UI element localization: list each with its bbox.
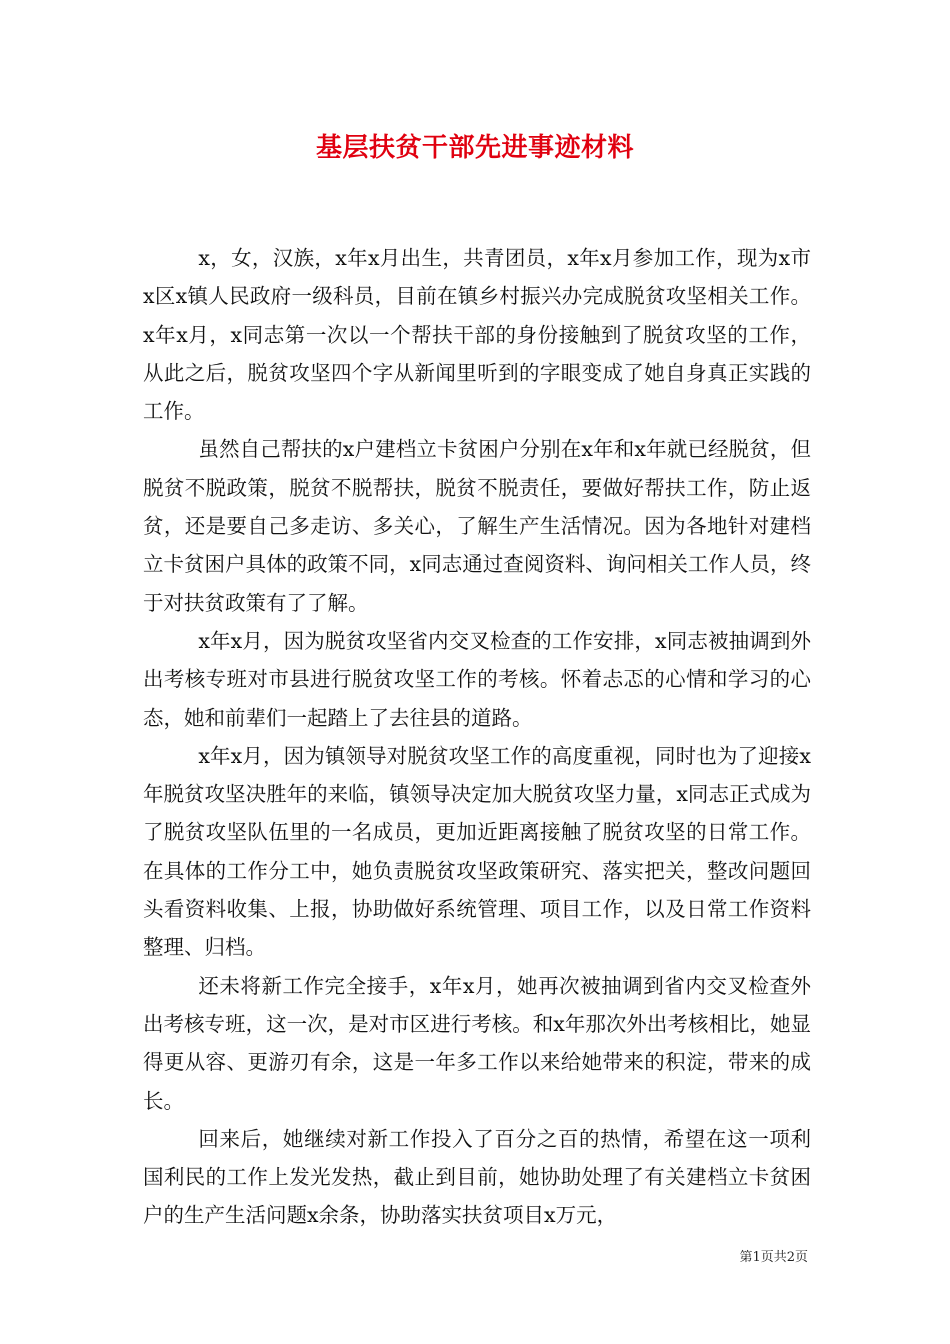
- paragraph: x年x月，因为脱贫攻坚省内交叉检查的工作安排，x同志被抽调到外出考核专班对市县进行脱贫攻坚工作的考核。怀着忐忑的心情和学习的心态，她和前辈们一起踏上了去往县的道路。: [143, 628, 811, 730]
- document-body: [143, 239, 811, 1235]
- document-title: 基层扶贫干部先进事迹材料: [315, 133, 634, 163]
- paragraph: x，女，汉族，x年x月出生，共青团员，x年x月参加工作，现为x市x区x镇人民政府一级科员，目前在镇乡村振兴办完成脱贫攻坚相关工作。x年x月，x同志第一次以一个帮扶干部的身份接触到了脱贫攻坚的工作，从此之后，脱贫攻坚四个字从新闻里听到的字眼变成了她自身真正实践的工作。: [143, 246, 811, 424]
- page-number-footer: 第1页共2页: [739, 1250, 808, 1265]
- paragraph: 虽然自己帮扶的x户建档立卡贫困户分别在x年和x年就已经脱贫，但脱贫不脱政策，脱贫不脱帮扶，脱贫不脱责任，要做好帮扶工作，防止返贫，还是要自己多走访、多关心，了解生产生活情况。因为各地针对建档立卡贫困户具体的政策不同，x同志通过查阅资料、询问相关工作人员，终于对扶贫政策有了了解。: [143, 437, 811, 615]
- paragraph: 还未将新工作完全接手，x年x月，她再次被抽调到省内交叉检查外出考核专班，这一次，是对市区进行考核。和x年那次外出考核相比，她显得更从容、更游刃有余，这是一年多工作以来给她带来的积淀，带来的成长。: [143, 973, 811, 1113]
- paragraph: 回来后，她继续对新工作投入了百分之百的热情，希望在这一项利国利民的工作上发光发热，截止到目前，她协助处理了有关建档立卡贫困户的生产生活问题x余条，协助落实扶贫项目x万元，: [143, 1126, 811, 1228]
- paragraph: x年x月，因为镇领导对脱贫攻坚工作的高度重视，同时也为了迎接x年脱贫攻坚决胜年的来临，镇领导决定加大脱贫攻坚力量，x同志正式成为了脱贫攻坚队伍里的一名成员，更加近距离接触了脱贫攻坚的日常工作。在具体的工作分工中，她负责脱贫攻坚政策研究、落实把关，整改问题回头看资料收集、上报，协助做好系统管理、项目工作，以及日常工作资料整理、归档。: [143, 743, 811, 960]
